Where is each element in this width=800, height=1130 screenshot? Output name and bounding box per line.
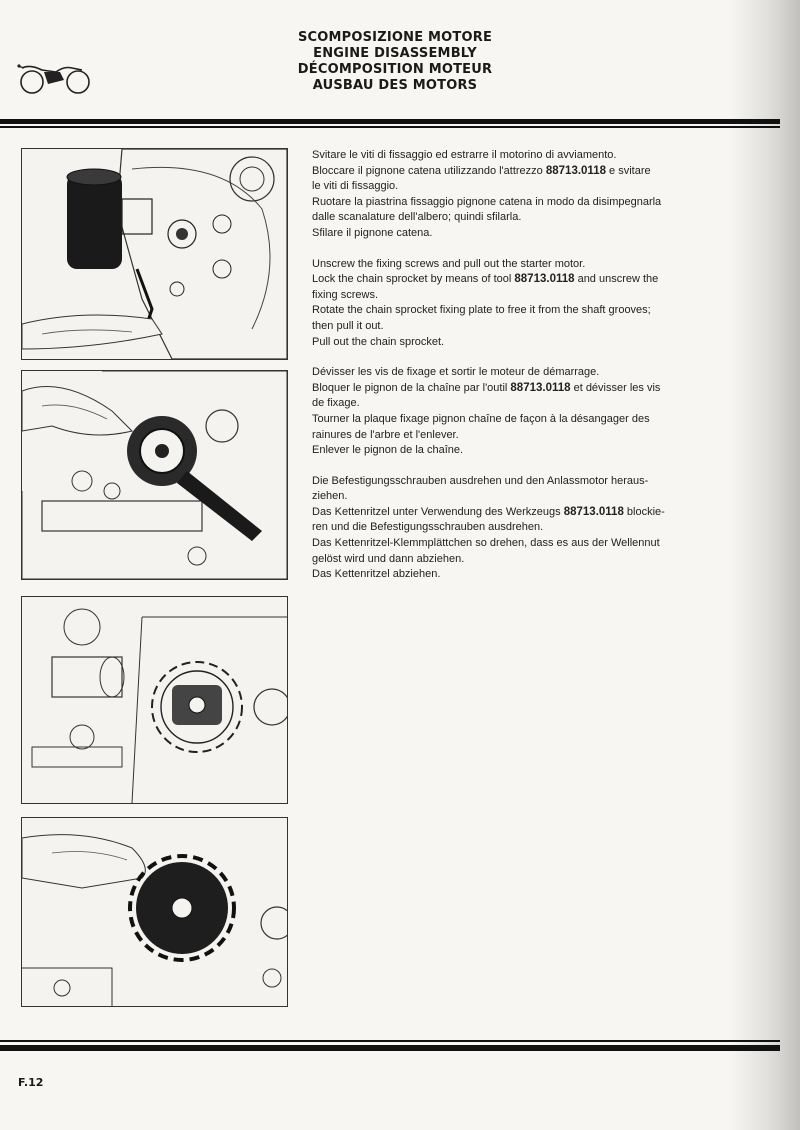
paragraph-english: Unscrew the fixing screws and pull out the starter motor. Lock the chain sprocket by means of tool 88713.0118 and unscrew the fixing screws. Rotate the chain sprocket fixing plate to free it from the shaft grooves; then pull it out. Pull out the chain sprocket. — [312, 257, 659, 348]
paragraph-italian: Svitare le viti di fissaggio ed estrarre il motorino di avviamento. Bloccare il pignone catena utilizzando l'attrezzo 88713.0118 e svitare le viti di fissaggio. Ruotare la piastrina fissaggio pignone catena in modo da disimpegnarla dalle scanalature dell'albero; quindi sfilarla. Sfilare il pignone catena. — [312, 149, 662, 239]
tool-number: 88713.0118 — [514, 273, 575, 286]
title-italian: SCOMPOSIZIONE MOTORE — [297, 30, 493, 45]
sprocket-lock-tool-illustration — [22, 371, 287, 579]
instructions-text — [312, 148, 720, 598]
figure-starter-motor — [21, 148, 288, 360]
tool-number: 88713.0118 — [563, 505, 624, 518]
figure-chain-sprocket-plate — [21, 596, 288, 804]
page-number: F.12 — [18, 1076, 44, 1089]
title-english: ENGINE DISASSEMBLY — [313, 46, 477, 61]
paragraph-german: Die Befestigungsschrauben ausdrehen und den Anlassmotor heraus- ziehen. Das Kettenritzel unter Verwendung des Werkzeugs 88713.0118 blockie- ren und die Befestigungsschrauben ausdrehen. Das Kettenritzel-Klemmplättchen so drehen, dass es aus der Wellennut gelöst wird und dann abziehen. Das Kettenritzel abziehen. — [312, 474, 665, 581]
title-german: AUSBAU DES MOTORS — [312, 78, 478, 93]
section-title — [250, 30, 540, 94]
tool-number: 88713.0118 — [510, 381, 571, 394]
scan-shadow-edge — [730, 0, 800, 1130]
paragraph-french: Dévisser les vis de fixage et sortir le moteur de démarrage. Bloquer le pignon de la chaîne par l'outil 88713.0118 et dévisser les vis de fixage. Tourner la plaque fixage pignon chaîne de façon à la désangager des rainures de l'arbre et l'enlever. Enlever le pignon de la chaîne. — [312, 366, 661, 457]
motorcycle-icon — [16, 54, 96, 98]
header-divider — [0, 119, 780, 128]
footer-divider — [0, 1040, 780, 1052]
tool-number: 88713.0118 — [545, 164, 606, 177]
sprocket-pull-out-illustration — [22, 818, 287, 1006]
chain-sprocket-plate-illustration — [22, 597, 287, 803]
figure-sprocket-pull-out — [21, 817, 288, 1007]
title-french: DÉCOMPOSITION MOTEUR — [297, 62, 493, 77]
figure-sprocket-lock-tool — [21, 370, 288, 580]
starter-motor-removal-illustration — [22, 149, 287, 359]
